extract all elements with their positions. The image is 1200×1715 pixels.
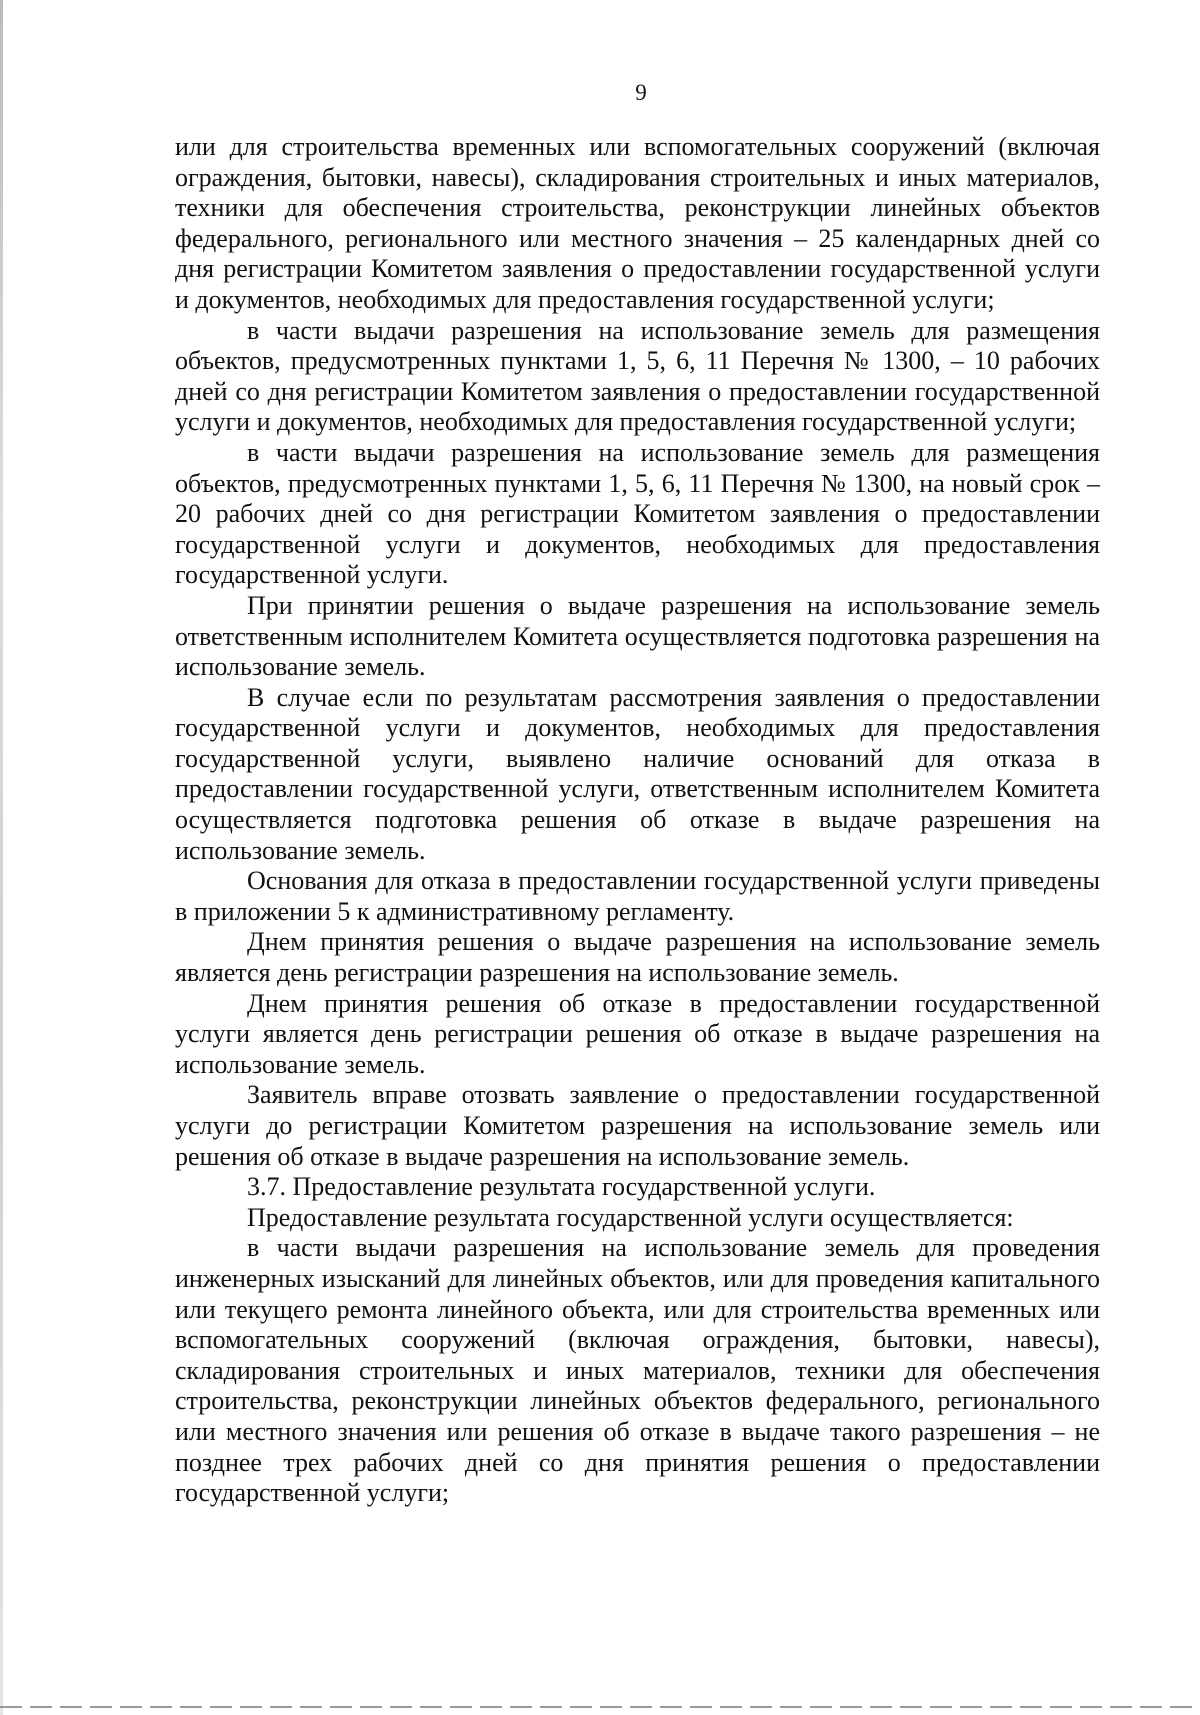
paragraph-result-delivery-term: в части выдачи разрешения на использование земель для проведения инженерных изысканий для линейных объектов, или для проведения капитального или текущего ремонта линейного объекта, или для строительства временных или вспомогательных сооружений (включая ограждения, бытовки, навесы), складирования строительных и иных материалов, техники для обеспечения строительства, реконструкции линейных объектов федерального, регионального или местного значения или решения об отказе в выдаче такого разрешения – не позднее трех рабочих дней со дня принятия решения о предоставлении государственной услуги;: [175, 1233, 1100, 1508]
section-heading-3-7: 3.7. Предоставление результата государственной услуги.: [247, 1172, 876, 1202]
paragraph-refusal-grounds: Основания для отказа в предоставлении государственной услуги приведены в приложении 5 к административному регламенту.: [175, 866, 1100, 926]
scan-bottom-rule: [0, 1706, 1200, 1708]
paragraph-permit-preparation: При принятии решения о выдаче разрешения на использование земель ответственным исполнителем Комитета осуществляется подготовка разрешения на использование земель.: [175, 590, 1100, 682]
paragraph-result-delivery-intro: Предоставление результата государственной услуги осуществляется:: [247, 1202, 1014, 1232]
scan-edge-shadow: [0, 0, 3, 1715]
paragraph-refusal-preparation: В случае если по результатам рассмотрения заявления о предоставлении государственной услуги и документов, необходимых для предоставления государственной услуги, выявлено наличие оснований для отказа в предоставлении государственной услуги, ответственным исполнителем Комитета осуществляется подготовка решения об отказе в выдаче разрешения на использование земель.: [175, 682, 1100, 865]
paragraph-decision-day-permit: Днем принятия решения о выдаче разрешения на использование земель является день регистрации разрешения на использование земель.: [175, 927, 1100, 988]
paragraph-term-10-days: в части выдачи разрешения на использование земель для размещения объектов, предусмотренных пунктами 1, 5, 6, 11 Перечня № 1300, – 10 рабочих дней со дня регистрации Комитетом заявления о предоставлении государственной услуги и документов, необходимых для предоставления государственной услуги;: [175, 315, 1100, 437]
paragraph-application-withdrawal: Заявитель вправе отозвать заявление о предоставлении государственной услуги до регистрации Комитетом разрешения на использование земель или решения об отказе в выдаче разрешения на использование земель.: [175, 1080, 1100, 1171]
paragraph-term-20-days: в части выдачи разрешения на использование земель для размещения объектов, предусмотренных пунктами 1, 5, 6, 11 Перечня № 1300, на новый срок – 20 рабочих дней со дня регистрации Комитетом заявления о предоставлении государственной услуги и документов, необходимых для предоставления государственной услуги.: [175, 437, 1100, 590]
paragraph-decision-day-refusal: Днем принятия решения об отказе в предоставлении государственной услуги является день регистрации решения об отказе в выдаче разрешения на использование земель.: [175, 988, 1100, 1079]
document-body: [175, 132, 1100, 1509]
paragraph-continuation: или для строительства временных или вспомогательных сооружений (включая ограждения, бытовки, навесы), складирования строительных и иных материалов, техники для обеспечения строительства, реконструкции линейных объектов федерального, регионального или местного значения – 25 календарных дней со дня регистрации Комитетом заявления о предоставлении государственной услуги и документов, необходимых для предоставления государственной услуги;: [175, 132, 1100, 314]
page-number: 9: [635, 80, 647, 105]
